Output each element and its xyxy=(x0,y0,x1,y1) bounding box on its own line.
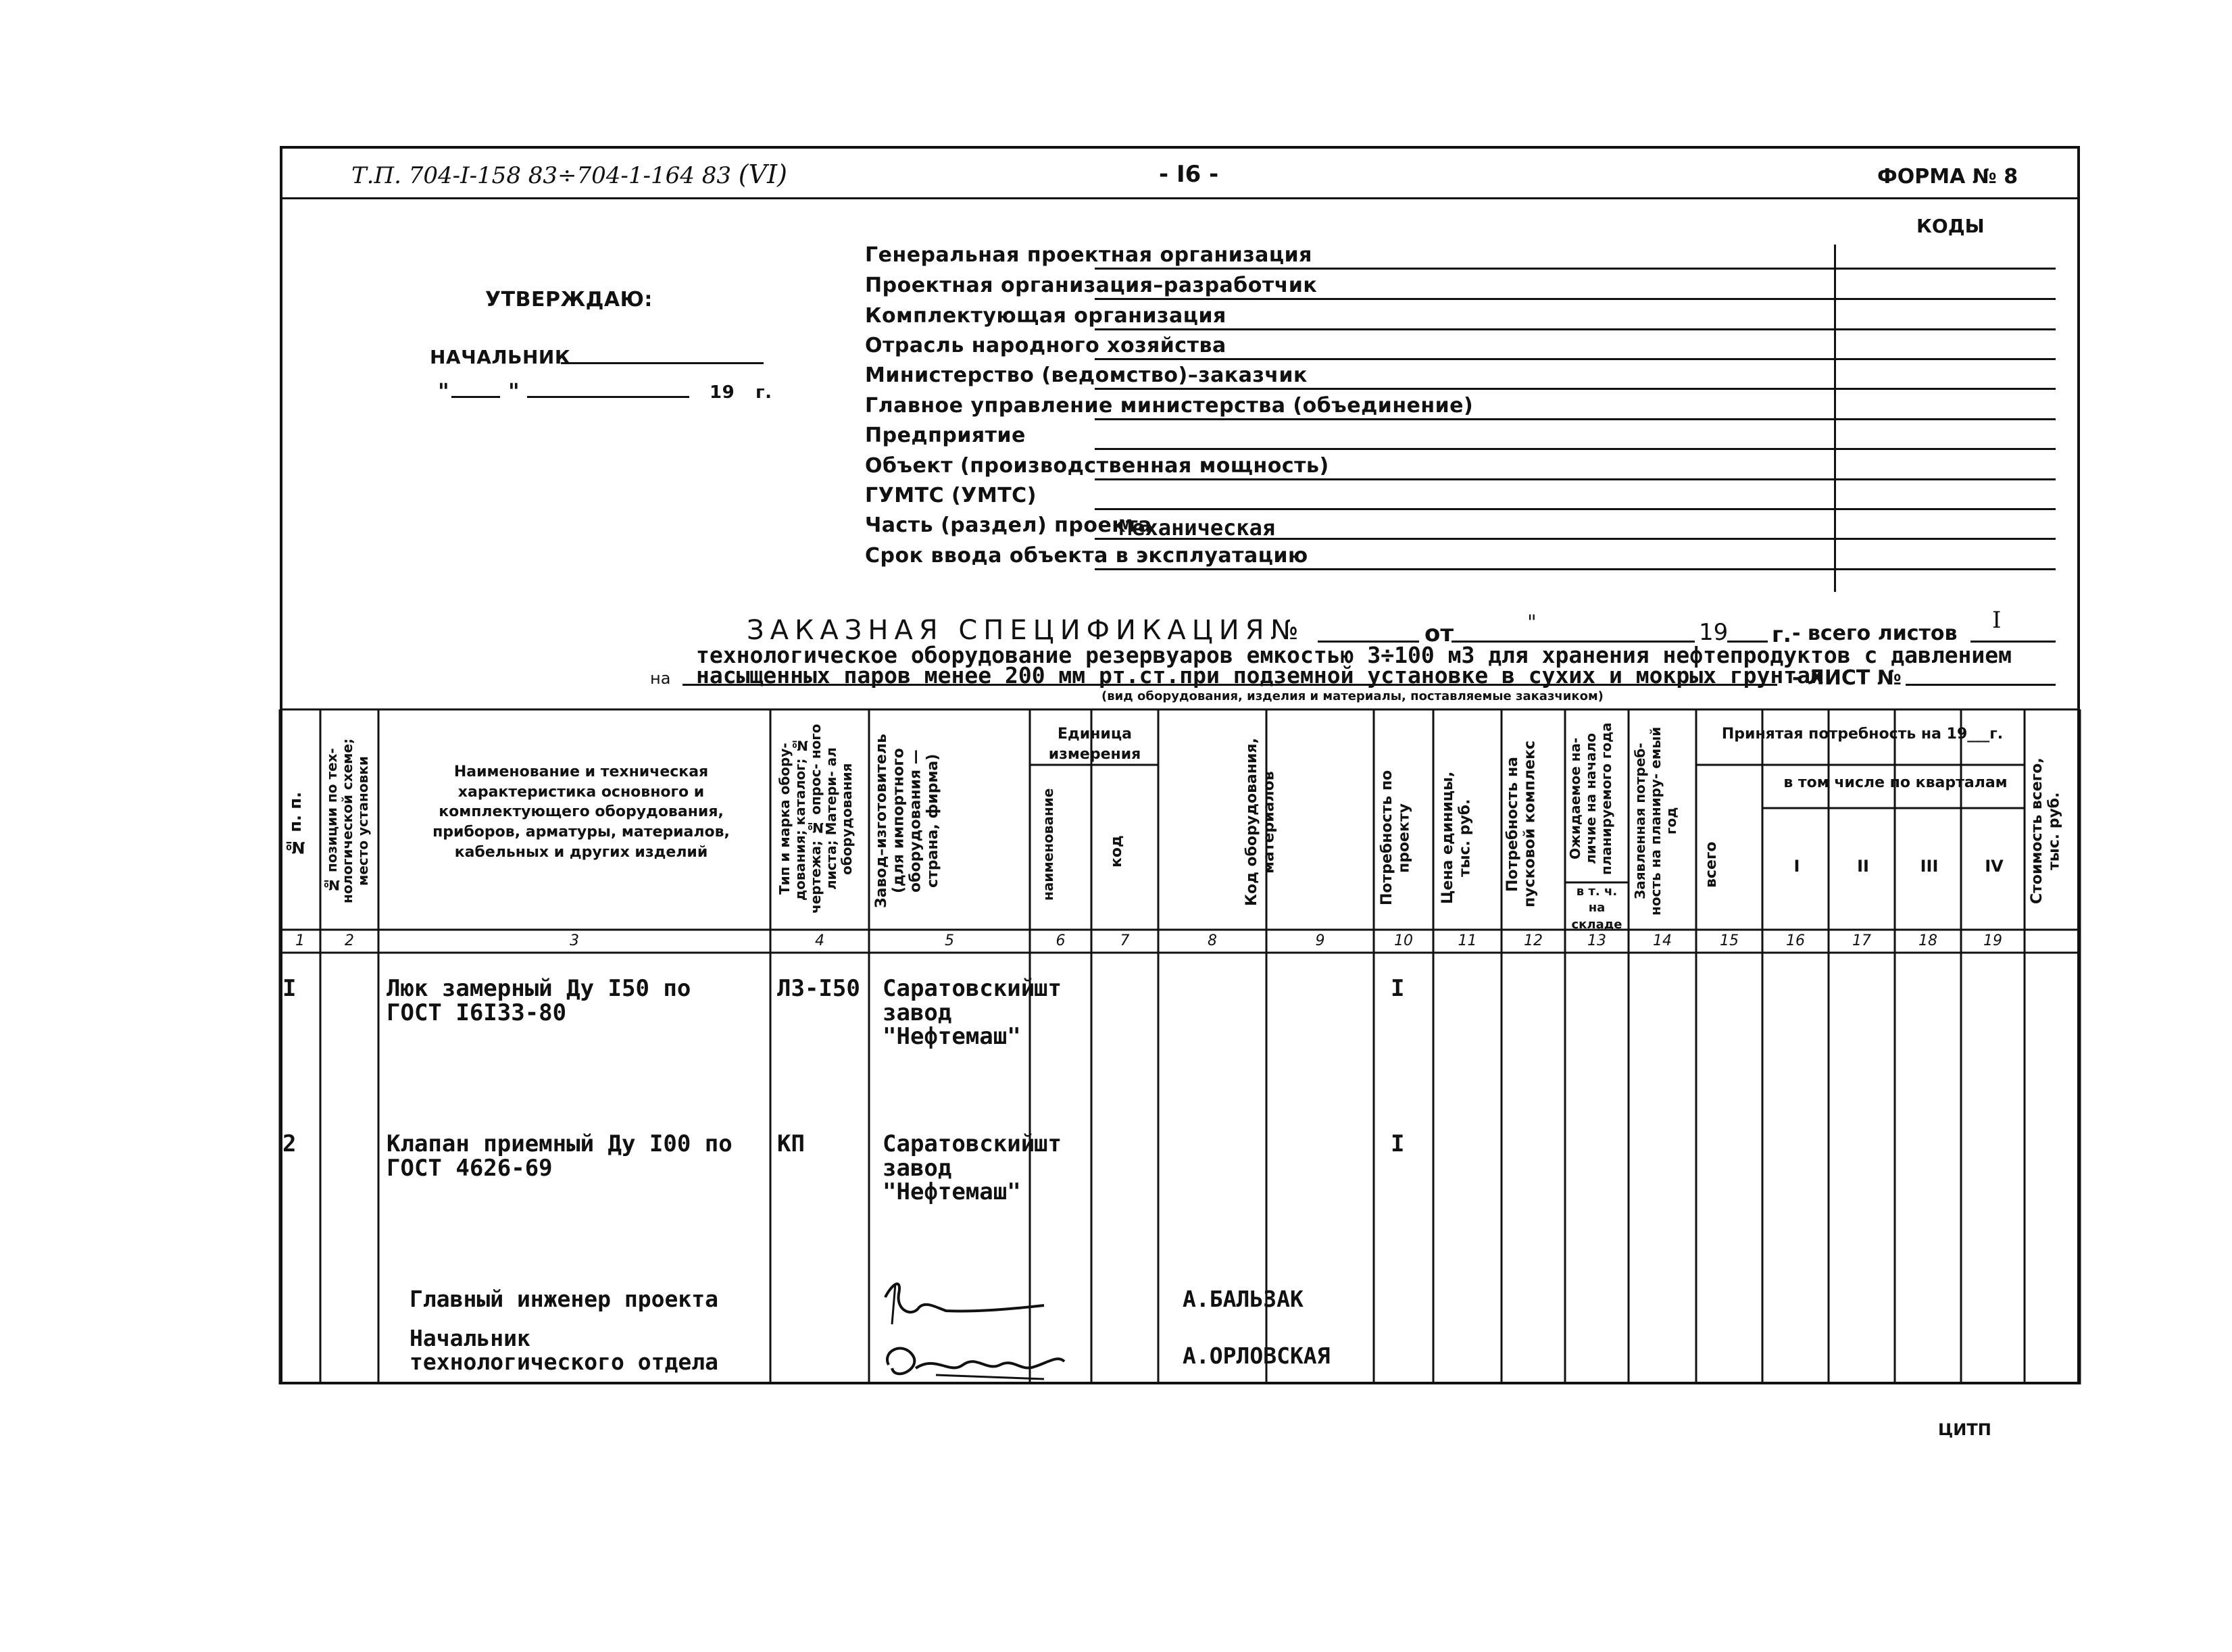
spec-quote: " xyxy=(1527,611,1537,634)
column-number: 7 xyxy=(1120,932,1130,949)
handwritten-signature-2 xyxy=(875,1334,1078,1395)
handwritten-signature-1 xyxy=(872,1270,1054,1338)
header-c14: всего xyxy=(1703,841,1720,888)
org-field-label: Министерство (ведомство)–заказчик xyxy=(865,364,1308,387)
header-unit_group: Единица измерения xyxy=(1048,726,1141,763)
header-c12_sub: в т. ч. на складе xyxy=(1571,884,1622,932)
org-field-label: Срок ввода объекта в эксплуатацию xyxy=(865,544,1308,568)
column-number: 2 xyxy=(345,932,354,949)
header-c1: № п. п. xyxy=(286,791,305,857)
codes-label: КОДЫ xyxy=(1916,215,1985,237)
signature-name: А.БАЛЬЗАК xyxy=(1183,1286,1304,1312)
date-quote-close: " xyxy=(508,378,520,404)
spec-na-label: на xyxy=(650,669,671,688)
approve-label: УТВЕРЖДАЮ: xyxy=(485,288,653,311)
header-c12: Ожидаемое на- личие на начало планируемого года xyxy=(1567,722,1614,875)
header-c7: код xyxy=(1108,835,1125,868)
sheet-label: - ЛИСТ № xyxy=(1792,666,1902,690)
doc-ref: Т.П. 704-I-158 83÷704-1-164 83 (VI) xyxy=(351,159,787,189)
org-field-label: Отрасль народного хозяйства xyxy=(865,334,1226,357)
header-c13: Заявленная потреб- ность на планиру- емый год xyxy=(1632,726,1679,916)
column-number: 18 xyxy=(1918,932,1937,949)
header-c10: Цена единицы, тыс. руб. xyxy=(1439,771,1474,905)
column-number: 4 xyxy=(815,932,824,949)
org-field-label: ГУМТС (УМТС) xyxy=(865,484,1037,507)
column-number: 9 xyxy=(1315,932,1325,949)
spec-description-2: насыщенных паров менее 200 мм рт.ст.при подземной установке в сухих и мокрых грунтах xyxy=(696,662,1824,689)
org-field-label: Генеральная проектная организация xyxy=(865,243,1312,267)
row-plant: Саратовский завод "Нефтемаш" xyxy=(883,975,1035,1051)
header-c6: наименование xyxy=(1040,788,1056,901)
header-c3: Наименование и техническая характеристика основного и комплектующего оборудования, приборов, арматуры, материалов, кабельных и других изделий xyxy=(432,764,730,861)
org-field-label: Объект (производственная мощность) xyxy=(865,454,1329,478)
column-number: 1 xyxy=(295,932,305,949)
header-c4: Тип и марка обору- дования; каталог; № чертежа; № опрос- ного листа; Матери- ал оборудования xyxy=(776,724,855,914)
chief-label: НАЧАЛЬНИК xyxy=(430,346,571,368)
row-qty: I xyxy=(1391,975,1405,1002)
spec-title: ЗАКАЗНАЯ СПЕЦИФИКАЦИЯ xyxy=(747,615,1270,646)
column-number: 5 xyxy=(945,932,954,949)
total-sheets-value: I xyxy=(1992,607,2002,634)
year-suffix: г. xyxy=(755,382,772,403)
row-number: 2 xyxy=(282,1130,297,1157)
header-c17: III xyxy=(1920,857,1939,876)
org-field-value: Механическая xyxy=(1119,515,1276,541)
column-number: 8 xyxy=(1208,932,1217,949)
spec-no-label: № xyxy=(1270,615,1299,646)
footer-mark: ЦИТП xyxy=(1938,1420,1991,1439)
header-accepted_group: Принятая потребность на 19___г. xyxy=(1721,726,2004,743)
header-c15: I xyxy=(1793,857,1800,876)
date-quote-open: " xyxy=(438,378,450,404)
row-unit: шт xyxy=(1034,975,1062,1002)
column-number: 12 xyxy=(1524,932,1543,949)
spec-caption: (вид оборудования, изделия и материалы, поставляемые заказчиком) xyxy=(1101,689,1604,703)
spec-from-label: от xyxy=(1424,620,1454,647)
column-number: 16 xyxy=(1786,932,1805,949)
total-sheets-label: - всего листов xyxy=(1792,622,1958,645)
year-label: 19 xyxy=(710,382,735,403)
org-field-label: Главное управление министерства (объединение) xyxy=(865,394,1474,418)
header-c5: Завод–изготовитель (для импортного оборудования —страна, фирма) xyxy=(873,734,941,908)
org-field-label: Комплектующая организация xyxy=(865,304,1226,328)
column-number: 19 xyxy=(1983,932,2002,949)
row-unit: шт xyxy=(1034,1130,1062,1157)
column-number: 11 xyxy=(1458,932,1477,949)
column-number: 14 xyxy=(1653,932,1672,949)
row-number: I xyxy=(282,975,297,1002)
row-type: КП xyxy=(777,1130,805,1157)
signature-role: Начальник технологического отдела xyxy=(410,1325,718,1375)
form-label: ФОРМА № 8 xyxy=(1877,165,2018,189)
column-number: 10 xyxy=(1394,932,1413,949)
column-number: 15 xyxy=(1720,932,1739,949)
spec-description-1: технологическое оборудование резервуаров емкостью 3÷100 м3 для хранения нефтепродуктов с давлением xyxy=(696,642,2012,668)
header-c9: Потребность по проекту xyxy=(1379,770,1413,906)
column-number: 13 xyxy=(1587,932,1606,949)
page-number: - I6 - xyxy=(1159,161,1219,188)
row-plant: Саратовский завод "Нефтемаш" xyxy=(883,1130,1035,1206)
column-number: 6 xyxy=(1056,932,1066,949)
header-c19: Стоимость всего, тыс. руб. xyxy=(2029,757,2063,905)
header-c18: IV xyxy=(1985,857,2004,876)
column-number: 17 xyxy=(1852,932,1871,949)
spec-year: 19 xyxy=(1699,619,1729,646)
header-c11: Потребность на пусковой комплекс xyxy=(1504,741,1539,908)
signature-name: А.ОРЛОВСКАЯ xyxy=(1183,1343,1331,1369)
column-number: 3 xyxy=(570,932,579,949)
header-c2: № позиции по тех- нологической схеме; место установки xyxy=(324,738,371,904)
org-field-label: Проектная организация–разработчик xyxy=(865,274,1318,297)
header-quarters_group: в том числе по кварталам xyxy=(1783,774,2008,791)
org-field-label: Часть (раздел) проекта xyxy=(865,514,1152,537)
row-type: ЛЗ-I50 xyxy=(777,975,860,1002)
row-name: Люк замерный Ду I50 по ГОСТ I6I33-80 xyxy=(387,975,691,1026)
header-c8: Код оборудования, материалов xyxy=(1243,738,1278,907)
row-qty: I xyxy=(1391,1130,1405,1157)
row-name: Клапан приемный Ду I00 по ГОСТ 4626-69 xyxy=(387,1130,733,1182)
spec-g-label: г. xyxy=(1772,622,1791,647)
signature-role: Главный инженер проекта xyxy=(410,1286,718,1312)
header-c16: II xyxy=(1857,857,1869,876)
org-field-label: Предприятие xyxy=(865,424,1026,447)
